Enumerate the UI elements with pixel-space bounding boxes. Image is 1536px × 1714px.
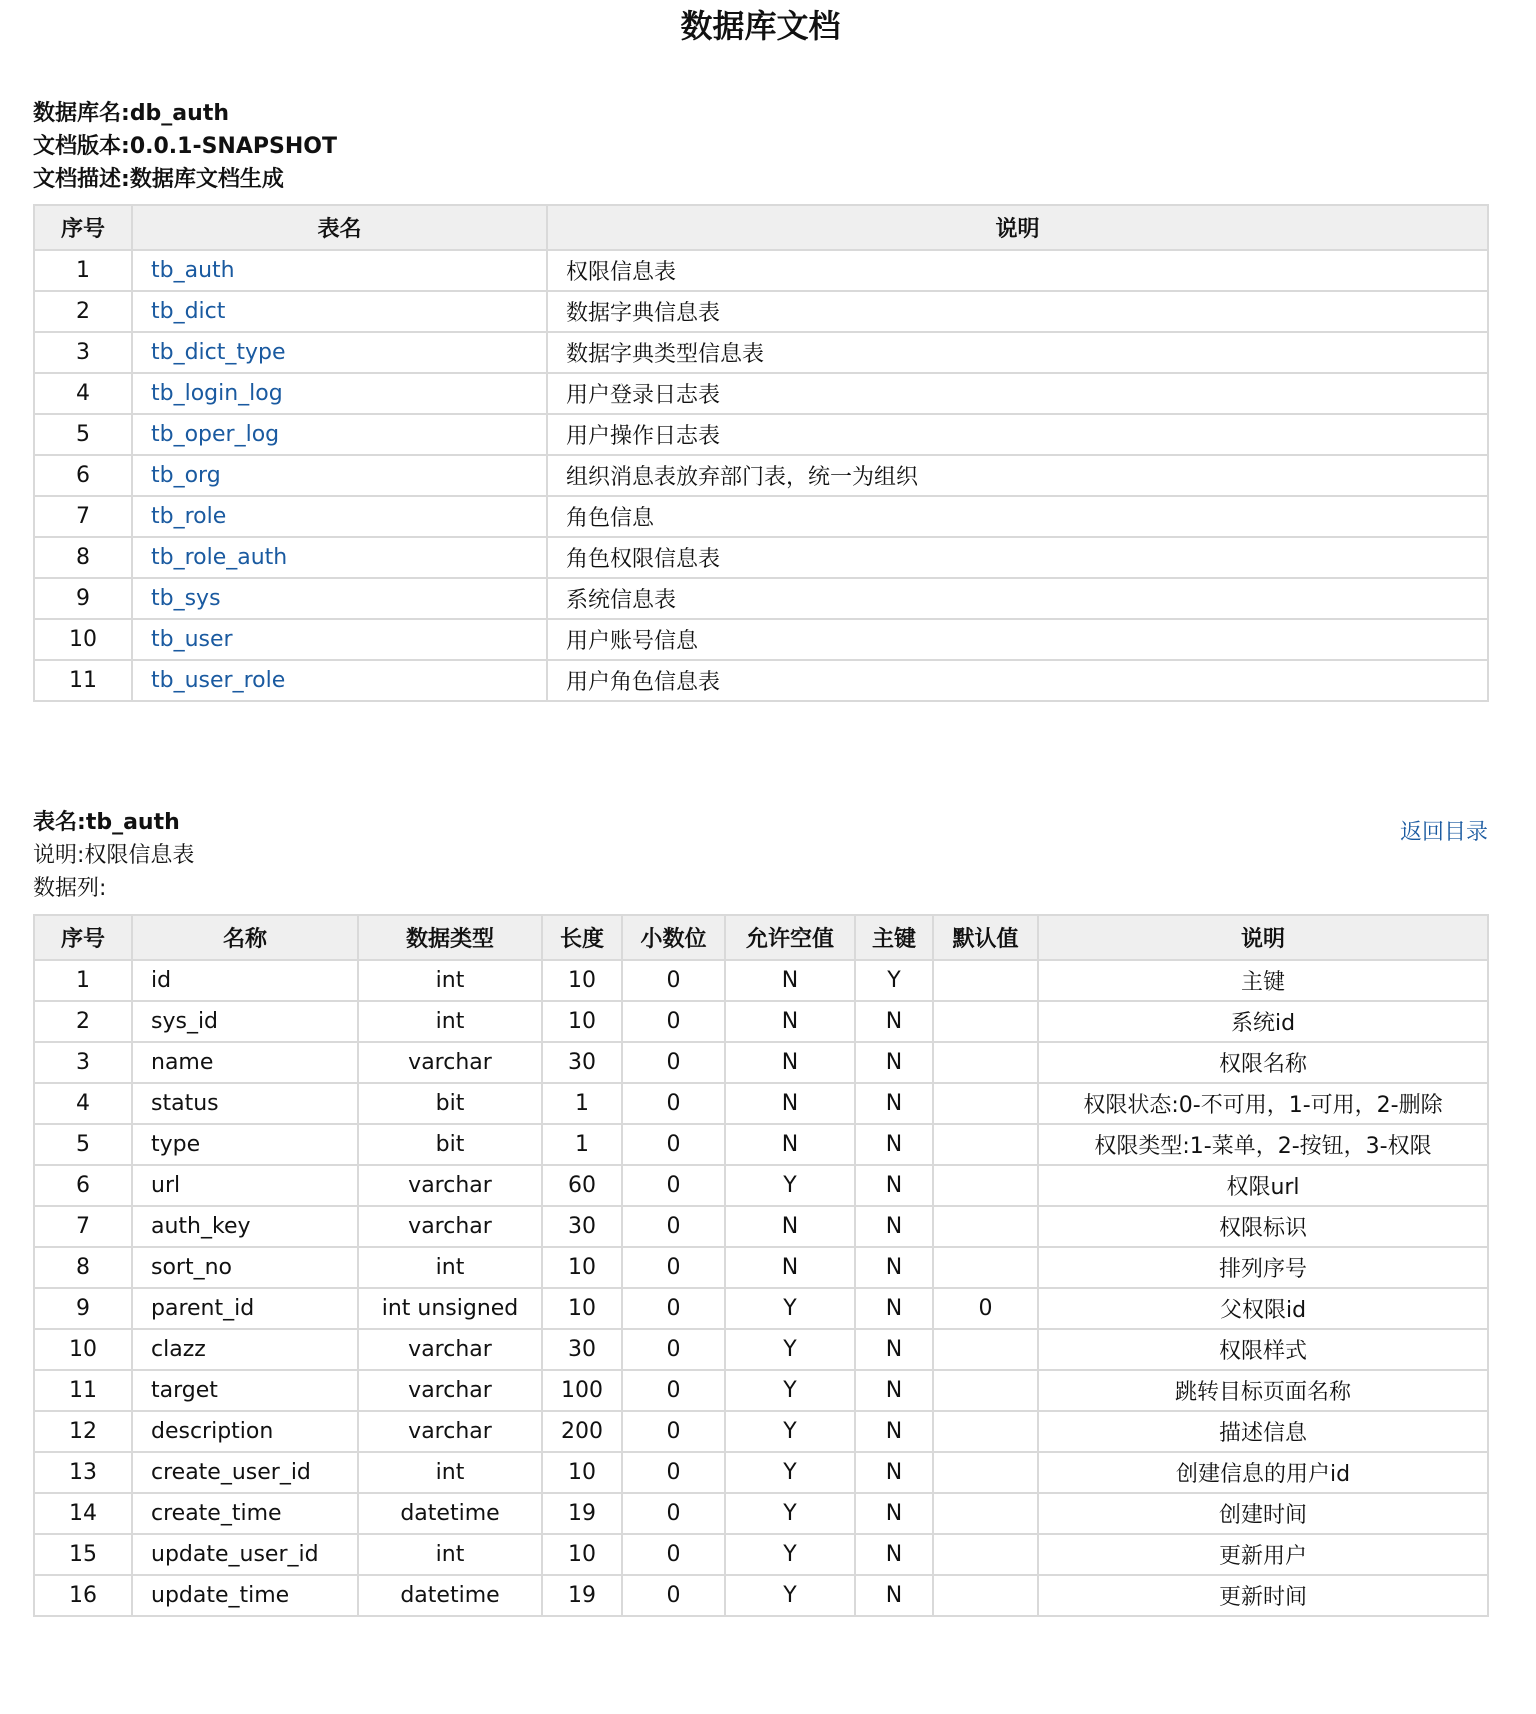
col-cell-no: 6: [34, 1165, 132, 1206]
col-cell-name: parent_id: [132, 1288, 358, 1329]
meta-db-value: db_auth: [129, 101, 229, 126]
col-cell-no: 8: [34, 1247, 132, 1288]
col-cell-decimals: 0: [622, 1206, 725, 1247]
col-cell-decimals: 0: [622, 1042, 725, 1083]
toc-table-link[interactable]: tb_user: [151, 627, 233, 652]
toc-cell-desc: 角色信息: [547, 496, 1488, 537]
col-header-decimals: 小数位: [622, 915, 725, 960]
col-cell-primary-key: N: [855, 1411, 933, 1452]
toc-header-desc: 说明: [547, 205, 1488, 250]
col-cell-name: update_user_id: [132, 1534, 358, 1575]
col-cell-default: [933, 1001, 1038, 1042]
page-title: 数据库文档: [680, 7, 841, 45]
col-cell-no: 14: [34, 1493, 132, 1534]
col-cell-desc: 权限类型:1-菜单，2-按钮，3-权限: [1038, 1124, 1488, 1165]
toc-cell-no: 6: [34, 455, 132, 496]
col-cell-no: 4: [34, 1083, 132, 1124]
table-desc-value: 权限信息表: [84, 843, 195, 868]
col-cell-no: 2: [34, 1001, 132, 1042]
col-cell-length: 10: [542, 1452, 622, 1493]
col-cell-nullable: N: [725, 1247, 855, 1288]
col-cell-desc: 描述信息: [1038, 1411, 1488, 1452]
col-header-desc: 说明: [1038, 915, 1488, 960]
table-section-header: [33, 806, 1488, 905]
col-cell-desc: 更新时间: [1038, 1575, 1488, 1616]
table-row: [34, 1206, 1488, 1247]
toc-table-link[interactable]: tb_sys: [151, 586, 221, 611]
col-cell-length: 30: [542, 1042, 622, 1083]
col-cell-default: [933, 1247, 1038, 1288]
toc-cell-name: [132, 496, 547, 537]
col-cell-length: 1: [542, 1124, 622, 1165]
col-cell-primary-key: N: [855, 1124, 933, 1165]
col-cell-no: 5: [34, 1124, 132, 1165]
col-cell-length: 1: [542, 1083, 622, 1124]
col-cell-no: 3: [34, 1042, 132, 1083]
col-cell-desc: 权限标识: [1038, 1206, 1488, 1247]
col-cell-nullable: N: [725, 1124, 855, 1165]
col-cell-decimals: 0: [622, 1452, 725, 1493]
col-cell-length: 10: [542, 1001, 622, 1042]
col-cell-nullable: Y: [725, 1288, 855, 1329]
col-cell-length: 100: [542, 1370, 622, 1411]
col-cell-decimals: 0: [622, 1124, 725, 1165]
col-cell-desc: 更新用户: [1038, 1534, 1488, 1575]
col-cell-name: update_time: [132, 1575, 358, 1616]
col-cell-nullable: Y: [725, 1575, 855, 1616]
toc-cell-no: 9: [34, 578, 132, 619]
col-cell-name: clazz: [132, 1329, 358, 1370]
col-cell-type: varchar: [358, 1370, 542, 1411]
col-cell-name: sort_no: [132, 1247, 358, 1288]
col-cell-decimals: 0: [622, 1165, 725, 1206]
table-row: [34, 1370, 1488, 1411]
col-cell-name: target: [132, 1370, 358, 1411]
toc-cell-no: 5: [34, 414, 132, 455]
col-cell-decimals: 0: [622, 1001, 725, 1042]
columns-table: [33, 914, 1489, 1617]
col-cell-primary-key: Y: [855, 960, 933, 1001]
col-cell-name: status: [132, 1083, 358, 1124]
col-cell-length: 10: [542, 1247, 622, 1288]
toc-cell-no: 7: [34, 496, 132, 537]
col-cell-default: [933, 1534, 1038, 1575]
table-row: [34, 496, 1488, 537]
col-header-length: 长度: [542, 915, 622, 960]
col-cell-name: type: [132, 1124, 358, 1165]
col-cell-decimals: 0: [622, 1493, 725, 1534]
toc-cell-no: 8: [34, 537, 132, 578]
toc-table-link[interactable]: tb_auth: [151, 258, 235, 283]
col-cell-nullable: Y: [725, 1411, 855, 1452]
col-cell-no: 16: [34, 1575, 132, 1616]
table-row: [34, 414, 1488, 455]
col-cell-no: 7: [34, 1206, 132, 1247]
col-header-primary-key: 主键: [855, 915, 933, 960]
col-cell-decimals: 0: [622, 1534, 725, 1575]
table-row: [34, 660, 1488, 701]
col-cell-desc: 跳转目标页面名称: [1038, 1370, 1488, 1411]
toc-cell-no: 2: [34, 291, 132, 332]
table-row: [34, 291, 1488, 332]
meta-desc-label: 文档描述:: [33, 167, 130, 192]
toc-table-link[interactable]: tb_login_log: [151, 381, 283, 406]
toc-cell-name: [132, 660, 547, 701]
toc-cell-name: [132, 373, 547, 414]
col-cell-no: 10: [34, 1329, 132, 1370]
table-row: [34, 537, 1488, 578]
col-header-no: 序号: [34, 915, 132, 960]
col-cell-type: datetime: [358, 1575, 542, 1616]
toc-cell-desc: 用户操作日志表: [547, 414, 1488, 455]
col-cell-length: 200: [542, 1411, 622, 1452]
col-cell-primary-key: N: [855, 1247, 933, 1288]
col-cell-nullable: Y: [725, 1329, 855, 1370]
col-cell-nullable: N: [725, 1042, 855, 1083]
col-cell-desc: 父权限id: [1038, 1288, 1488, 1329]
table-desc-line: [33, 839, 1488, 872]
col-cell-name: sys_id: [132, 1001, 358, 1042]
table-row: [34, 1411, 1488, 1452]
toc-cell-name: [132, 578, 547, 619]
meta-db-name: [33, 97, 337, 130]
col-cell-type: varchar: [358, 1206, 542, 1247]
col-cell-primary-key: N: [855, 1329, 933, 1370]
table-row: [34, 619, 1488, 660]
col-cell-nullable: Y: [725, 1370, 855, 1411]
col-cell-type: int: [358, 1534, 542, 1575]
col-cell-default: [933, 1329, 1038, 1370]
col-cell-type: varchar: [358, 1411, 542, 1452]
toc-cell-desc: 数据字典信息表: [547, 291, 1488, 332]
col-cell-name: id: [132, 960, 358, 1001]
toc-cell-no: 11: [34, 660, 132, 701]
col-cell-type: bit: [358, 1083, 542, 1124]
toc-cell-no: 1: [34, 250, 132, 291]
col-cell-type: int: [358, 960, 542, 1001]
toc-cell-name: [132, 414, 547, 455]
col-cell-default: [933, 1452, 1038, 1493]
col-cell-name: name: [132, 1042, 358, 1083]
table-row: [34, 1288, 1488, 1329]
toc-cell-name: [132, 619, 547, 660]
toc-cell-desc: 系统信息表: [547, 578, 1488, 619]
col-cell-desc: 权限状态:0-不可用，1-可用，2-删除: [1038, 1083, 1488, 1124]
meta-version: [33, 130, 337, 163]
table-row: [34, 250, 1488, 291]
col-cell-decimals: 0: [622, 1575, 725, 1616]
table-row: [34, 1493, 1488, 1534]
col-cell-name: create_user_id: [132, 1452, 358, 1493]
table-row: [34, 1042, 1488, 1083]
col-cell-no: 9: [34, 1288, 132, 1329]
table-row: [34, 1452, 1488, 1493]
toc-cell-desc: 数据字典类型信息表: [547, 332, 1488, 373]
col-cell-length: 60: [542, 1165, 622, 1206]
toc-header-row: [34, 205, 1488, 250]
table-row: [34, 1575, 1488, 1616]
col-cell-default: [933, 1206, 1038, 1247]
col-cell-no: 13: [34, 1452, 132, 1493]
toc-cell-name: [132, 455, 547, 496]
toc-cell-name: [132, 291, 547, 332]
col-cell-primary-key: N: [855, 1083, 933, 1124]
toc-cell-no: 4: [34, 373, 132, 414]
col-cell-primary-key: N: [855, 1534, 933, 1575]
col-cell-type: int: [358, 1001, 542, 1042]
col-cell-desc: 创建信息的用户id: [1038, 1452, 1488, 1493]
col-cell-no: 12: [34, 1411, 132, 1452]
col-cell-primary-key: N: [855, 1452, 933, 1493]
col-cell-desc: 排列序号: [1038, 1247, 1488, 1288]
col-cell-type: int unsigned: [358, 1288, 542, 1329]
toc-cell-no: 3: [34, 332, 132, 373]
table-row: [34, 1534, 1488, 1575]
col-cell-name: auth_key: [132, 1206, 358, 1247]
table-row: [34, 1083, 1488, 1124]
col-cell-primary-key: N: [855, 1575, 933, 1616]
meta-version-label: 文档版本:: [33, 134, 130, 159]
columns-label: 数据列:: [33, 876, 107, 901]
col-cell-desc: 权限名称: [1038, 1042, 1488, 1083]
col-cell-primary-key: N: [855, 1001, 933, 1042]
col-cell-length: 30: [542, 1206, 622, 1247]
col-cell-decimals: 0: [622, 1247, 725, 1288]
toc-cell-name: [132, 537, 547, 578]
col-cell-primary-key: N: [855, 1042, 933, 1083]
toc-table-link[interactable]: tb_oper_log: [151, 422, 280, 447]
toc-table-link[interactable]: tb_dict_type: [151, 340, 286, 365]
table-row: [34, 373, 1488, 414]
table-name-label: 表名:: [33, 810, 86, 835]
col-cell-decimals: 0: [622, 1370, 725, 1411]
table-row: [34, 455, 1488, 496]
col-cell-name: url: [132, 1165, 358, 1206]
toc-cell-name: [132, 332, 547, 373]
col-cell-length: 10: [542, 1534, 622, 1575]
toc-cell-no: 10: [34, 619, 132, 660]
table-name-line: [33, 806, 1488, 839]
col-cell-nullable: Y: [725, 1165, 855, 1206]
table-row: [34, 1124, 1488, 1165]
col-cell-length: 19: [542, 1493, 622, 1534]
col-cell-desc: 权限url: [1038, 1165, 1488, 1206]
database-meta: [33, 97, 337, 196]
col-cell-default: [933, 1042, 1038, 1083]
col-cell-default: [933, 1083, 1038, 1124]
col-cell-length: 19: [542, 1575, 622, 1616]
col-cell-no: 1: [34, 960, 132, 1001]
col-cell-length: 10: [542, 1288, 622, 1329]
toc-table-link[interactable]: tb_role_auth: [151, 545, 288, 570]
col-cell-nullable: N: [725, 1083, 855, 1124]
table-row: [34, 578, 1488, 619]
toc-cell-desc: 用户角色信息表: [547, 660, 1488, 701]
columns-header-row: [34, 915, 1488, 960]
col-cell-length: 30: [542, 1329, 622, 1370]
col-cell-nullable: Y: [725, 1493, 855, 1534]
col-cell-name: description: [132, 1411, 358, 1452]
toc-table-link[interactable]: tb_user_role: [151, 668, 286, 693]
col-cell-default: [933, 1124, 1038, 1165]
toc-table-link[interactable]: tb_dict: [151, 299, 226, 324]
table-of-contents: [33, 204, 1489, 702]
col-cell-nullable: N: [725, 1206, 855, 1247]
toc-cell-desc: 用户账号信息: [547, 619, 1488, 660]
col-header-type: 数据类型: [358, 915, 542, 960]
col-cell-length: 10: [542, 960, 622, 1001]
col-cell-decimals: 0: [622, 1288, 725, 1329]
toc-cell-name: [132, 250, 547, 291]
col-header-default: 默认值: [933, 915, 1038, 960]
col-cell-desc: 主键: [1038, 960, 1488, 1001]
col-cell-decimals: 0: [622, 960, 725, 1001]
col-cell-default: [933, 1493, 1038, 1534]
toc-cell-desc: 用户登录日志表: [547, 373, 1488, 414]
meta-desc-value: 数据库文档生成: [129, 167, 284, 192]
col-cell-type: int: [358, 1247, 542, 1288]
toc-table-link[interactable]: tb_org: [151, 463, 221, 488]
col-cell-primary-key: N: [855, 1288, 933, 1329]
col-cell-type: varchar: [358, 1042, 542, 1083]
col-cell-default: [933, 960, 1038, 1001]
col-cell-nullable: Y: [725, 1452, 855, 1493]
col-cell-nullable: Y: [725, 1534, 855, 1575]
col-header-nullable: 允许空值: [725, 915, 855, 960]
col-cell-type: varchar: [358, 1165, 542, 1206]
col-cell-no: 11: [34, 1370, 132, 1411]
col-cell-desc: 创建时间: [1038, 1493, 1488, 1534]
toc-cell-desc: 角色权限信息表: [547, 537, 1488, 578]
col-cell-nullable: N: [725, 960, 855, 1001]
col-cell-decimals: 0: [622, 1329, 725, 1370]
col-cell-desc: 系统id: [1038, 1001, 1488, 1042]
toc-table-link[interactable]: tb_role: [151, 504, 227, 529]
col-cell-nullable: N: [725, 1001, 855, 1042]
col-cell-no: 15: [34, 1534, 132, 1575]
table-name-value: tb_auth: [85, 810, 180, 835]
col-cell-type: bit: [358, 1124, 542, 1165]
table-row: [34, 960, 1488, 1001]
col-header-name: 名称: [132, 915, 358, 960]
col-cell-decimals: 0: [622, 1411, 725, 1452]
toc-header-no: 序号: [34, 205, 132, 250]
col-cell-primary-key: N: [855, 1165, 933, 1206]
table-desc-label: 说明:: [33, 843, 85, 868]
table-row: [34, 1001, 1488, 1042]
back-to-toc-link[interactable]: 返回目录: [1399, 820, 1488, 845]
meta-version-value: 0.0.1-SNAPSHOT: [129, 134, 337, 159]
col-cell-name: create_time: [132, 1493, 358, 1534]
toc-header-name: 表名: [132, 205, 547, 250]
meta-db-label: 数据库名:: [33, 101, 130, 126]
col-cell-type: int: [358, 1452, 542, 1493]
col-cell-default: [933, 1165, 1038, 1206]
toc-cell-desc: 权限信息表: [547, 250, 1488, 291]
table-row: [34, 1329, 1488, 1370]
table-row: [34, 332, 1488, 373]
col-cell-decimals: 0: [622, 1083, 725, 1124]
col-cell-default: [933, 1370, 1038, 1411]
col-cell-type: datetime: [358, 1493, 542, 1534]
table-row: [34, 1165, 1488, 1206]
col-cell-default: [933, 1575, 1038, 1616]
col-cell-primary-key: N: [855, 1493, 933, 1534]
col-cell-primary-key: N: [855, 1206, 933, 1247]
col-cell-type: varchar: [358, 1329, 542, 1370]
col-cell-primary-key: N: [855, 1370, 933, 1411]
col-cell-default: [933, 1411, 1038, 1452]
col-cell-desc: 权限样式: [1038, 1329, 1488, 1370]
table-row: [34, 1247, 1488, 1288]
toc-cell-desc: 组织消息表放弃部门表，统一为组织: [547, 455, 1488, 496]
col-cell-default: 0: [933, 1288, 1038, 1329]
meta-description: [33, 163, 337, 196]
